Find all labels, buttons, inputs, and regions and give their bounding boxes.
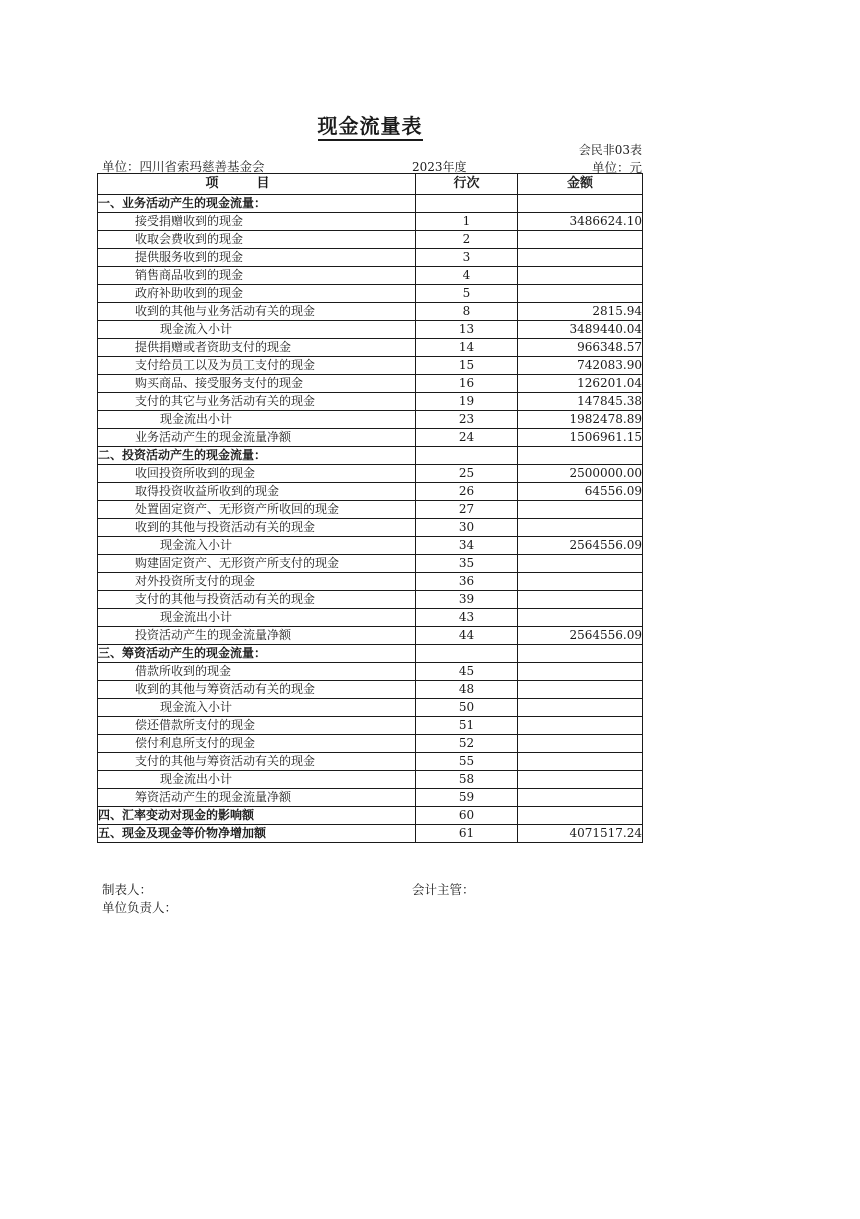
table-row <box>98 771 643 789</box>
table-row <box>98 195 643 213</box>
table-row <box>98 807 643 825</box>
table-row <box>98 537 643 555</box>
form-code: 会民非03表 <box>578 143 642 157</box>
row-item-label: 四、汇率变动对现金的影响额 <box>98 807 416 825</box>
row-amount <box>518 195 643 213</box>
table-row <box>98 375 643 393</box>
row-amount <box>518 735 643 753</box>
column-header-line: 行次 <box>416 174 518 195</box>
row-line-number: 61 <box>416 825 518 843</box>
preparer-signature-label: 制表人： <box>102 882 153 897</box>
row-line-number: 3 <box>416 249 518 267</box>
table-row <box>98 483 643 501</box>
table-row <box>98 321 643 339</box>
table-row <box>98 591 643 609</box>
row-line-number: 26 <box>416 483 518 501</box>
table-row <box>98 717 643 735</box>
row-amount <box>518 645 643 663</box>
row-amount: 1982478.89 <box>518 411 643 429</box>
row-line-number: 43 <box>416 609 518 627</box>
row-line-number: 2 <box>416 231 518 249</box>
row-line-number: 58 <box>416 771 518 789</box>
row-amount <box>518 519 643 537</box>
row-item-label: 销售商品收到的现金 <box>98 267 416 285</box>
row-amount <box>518 231 643 249</box>
row-amount <box>518 717 643 735</box>
table-header-row <box>98 174 643 195</box>
row-item-label: 筹资活动产生的现金流量净额 <box>98 789 416 807</box>
row-amount: 2815.94 <box>518 303 643 321</box>
row-item-label: 收到的其他与筹资活动有关的现金 <box>98 681 416 699</box>
row-amount: 2564556.09 <box>518 537 643 555</box>
row-line-number: 60 <box>416 807 518 825</box>
row-line-number: 5 <box>416 285 518 303</box>
row-item-label: 提供捐赠或者资助支付的现金 <box>98 339 416 357</box>
table-row <box>98 789 643 807</box>
row-item-label: 业务活动产生的现金流量净额 <box>98 429 416 447</box>
table-row <box>98 699 643 717</box>
page-title: 现金流量表 <box>0 110 740 139</box>
row-item-label: 偿还借款所支付的现金 <box>98 717 416 735</box>
table-row <box>98 429 643 447</box>
row-amount <box>518 249 643 267</box>
table-row <box>98 447 643 465</box>
row-line-number: 34 <box>416 537 518 555</box>
row-item-label: 收回投资所收到的现金 <box>98 465 416 483</box>
table-row <box>98 249 643 267</box>
row-line-number: 35 <box>416 555 518 573</box>
organization-label: 单位：四川省索玛慈善基金会 <box>102 159 265 174</box>
row-line-number: 59 <box>416 789 518 807</box>
row-item-label: 现金流出小计 <box>98 609 416 627</box>
table-row <box>98 393 643 411</box>
table-row <box>98 465 643 483</box>
row-amount: 2500000.00 <box>518 465 643 483</box>
row-item-label: 借款所收到的现金 <box>98 663 416 681</box>
currency-unit-label: 单位：元 <box>591 160 642 175</box>
row-line-number: 8 <box>416 303 518 321</box>
table-row <box>98 501 643 519</box>
row-line-number: 13 <box>416 321 518 339</box>
row-item-label: 收取会费收到的现金 <box>98 231 416 249</box>
row-amount: 64556.09 <box>518 483 643 501</box>
row-item-label: 接受捐赠收到的现金 <box>98 213 416 231</box>
row-amount: 126201.04 <box>518 375 643 393</box>
row-item-label: 提供服务收到的现金 <box>98 249 416 267</box>
row-amount: 742083.90 <box>518 357 643 375</box>
row-amount <box>518 789 643 807</box>
row-item-label: 取得投资收益所收到的现金 <box>98 483 416 501</box>
row-amount <box>518 753 643 771</box>
table-row <box>98 753 643 771</box>
table-row <box>98 735 643 753</box>
unit-head-signature-label: 单位负责人： <box>102 900 178 915</box>
table-row <box>98 645 643 663</box>
row-item-label: 现金流入小计 <box>98 699 416 717</box>
row-amount: 1506961.15 <box>518 429 643 447</box>
row-item-label: 支付给员工以及为员工支付的现金 <box>98 357 416 375</box>
row-amount <box>518 807 643 825</box>
table-row <box>98 663 643 681</box>
table-row <box>98 555 643 573</box>
table-row <box>98 519 643 537</box>
table-body <box>98 195 643 843</box>
row-item-label: 收到的其他与业务活动有关的现金 <box>98 303 416 321</box>
row-amount <box>518 447 643 465</box>
row-amount <box>518 771 643 789</box>
row-item-label: 现金流出小计 <box>98 771 416 789</box>
row-amount: 966348.57 <box>518 339 643 357</box>
row-item-label: 政府补助收到的现金 <box>98 285 416 303</box>
table-row <box>98 627 643 645</box>
row-line-number: 44 <box>416 627 518 645</box>
row-amount <box>518 681 643 699</box>
row-item-label: 三、筹资活动产生的现金流量： <box>98 645 416 663</box>
row-line-number: 36 <box>416 573 518 591</box>
table-row <box>98 267 643 285</box>
row-line-number: 50 <box>416 699 518 717</box>
row-line-number: 52 <box>416 735 518 753</box>
row-item-label: 现金流入小计 <box>98 321 416 339</box>
accountant-signature-label: 会计主管： <box>412 882 475 897</box>
row-line-number: 23 <box>416 411 518 429</box>
row-amount <box>518 699 643 717</box>
table-row <box>98 825 643 843</box>
row-line-number: 45 <box>416 663 518 681</box>
column-header-item: 项目 <box>98 174 416 195</box>
row-item-label: 现金流入小计 <box>98 537 416 555</box>
row-amount: 4071517.24 <box>518 825 643 843</box>
row-amount <box>518 663 643 681</box>
table-row <box>98 231 643 249</box>
row-item-label: 五、现金及现金等价物净增加额 <box>98 825 416 843</box>
row-line-number: 15 <box>416 357 518 375</box>
row-item-label: 一、业务活动产生的现金流量： <box>98 195 416 213</box>
row-line-number: 48 <box>416 681 518 699</box>
row-line-number: 4 <box>416 267 518 285</box>
cash-flow-table <box>97 173 643 843</box>
row-line-number <box>416 645 518 663</box>
table-row <box>98 303 643 321</box>
table-row <box>98 213 643 231</box>
table-row <box>98 573 643 591</box>
row-amount <box>518 591 643 609</box>
row-item-label: 处置固定资产、无形资产所收回的现金 <box>98 501 416 519</box>
row-line-number: 19 <box>416 393 518 411</box>
row-item-label: 支付的其他与投资活动有关的现金 <box>98 591 416 609</box>
row-item-label: 投资活动产生的现金流量净额 <box>98 627 416 645</box>
fiscal-year-label: 2023年度 <box>412 160 467 174</box>
row-line-number <box>416 195 518 213</box>
row-line-number: 25 <box>416 465 518 483</box>
row-amount: 147845.38 <box>518 393 643 411</box>
column-header-amount: 金额 <box>518 174 643 195</box>
table-row <box>98 285 643 303</box>
row-item-label: 偿付利息所支付的现金 <box>98 735 416 753</box>
table-row <box>98 609 643 627</box>
row-line-number: 55 <box>416 753 518 771</box>
row-amount <box>518 267 643 285</box>
row-item-label: 支付的其他与筹资活动有关的现金 <box>98 753 416 771</box>
row-line-number: 1 <box>416 213 518 231</box>
row-line-number: 14 <box>416 339 518 357</box>
row-line-number: 24 <box>416 429 518 447</box>
row-item-label: 二、投资活动产生的现金流量： <box>98 447 416 465</box>
row-amount: 3486624.10 <box>518 213 643 231</box>
row-item-label: 购买商品、接受服务支付的现金 <box>98 375 416 393</box>
table-row <box>98 681 643 699</box>
row-item-label: 现金流出小计 <box>98 411 416 429</box>
row-amount <box>518 555 643 573</box>
table-row <box>98 411 643 429</box>
row-line-number: 30 <box>416 519 518 537</box>
table-row <box>98 339 643 357</box>
row-amount <box>518 285 643 303</box>
row-amount <box>518 573 643 591</box>
row-line-number <box>416 447 518 465</box>
row-item-label: 购建固定资产、无形资产所支付的现金 <box>98 555 416 573</box>
row-line-number: 16 <box>416 375 518 393</box>
row-amount <box>518 609 643 627</box>
row-amount: 2564556.09 <box>518 627 643 645</box>
row-amount <box>518 501 643 519</box>
row-item-label: 收到的其他与投资活动有关的现金 <box>98 519 416 537</box>
row-amount: 3489440.04 <box>518 321 643 339</box>
row-line-number: 51 <box>416 717 518 735</box>
row-line-number: 39 <box>416 591 518 609</box>
table-row <box>98 357 643 375</box>
row-item-label: 对外投资所支付的现金 <box>98 573 416 591</box>
row-line-number: 27 <box>416 501 518 519</box>
row-item-label: 支付的其它与业务活动有关的现金 <box>98 393 416 411</box>
